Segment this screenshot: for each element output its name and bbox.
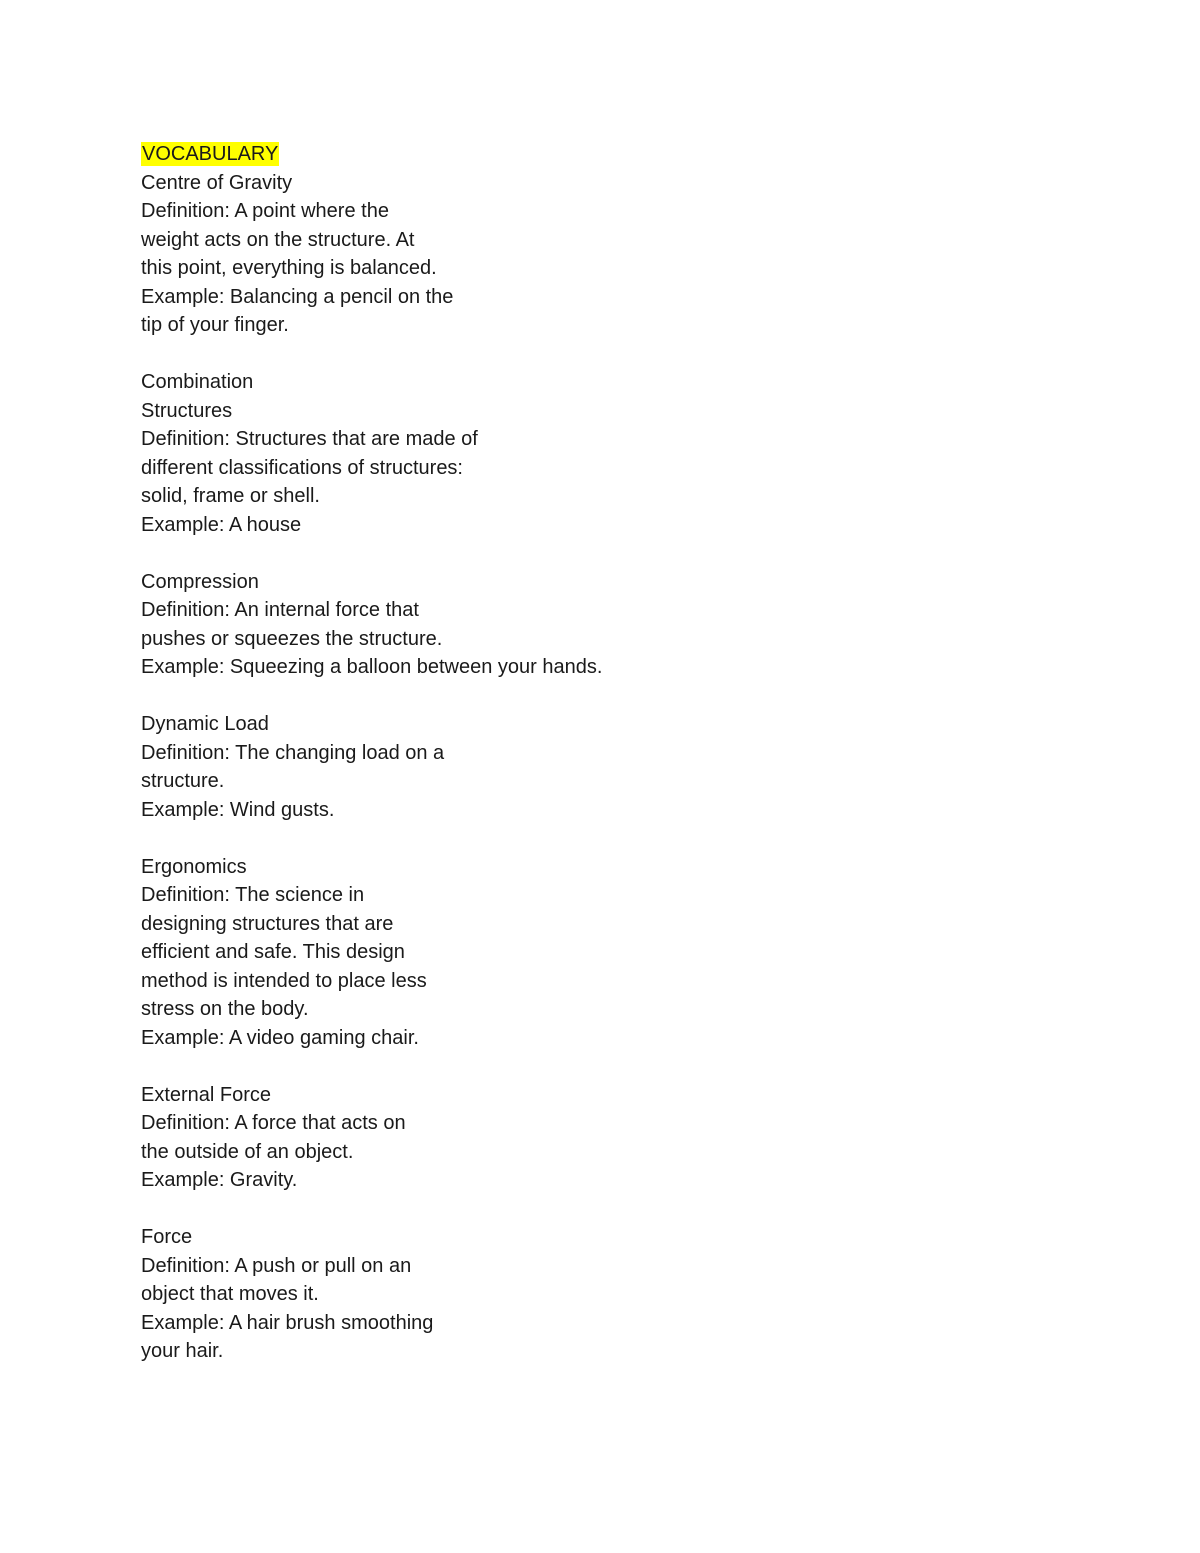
entry-text-line: Definition: A point where the bbox=[141, 200, 389, 222]
entry-text-line: Definition: A push or pull on an bbox=[141, 1254, 412, 1277]
entry-text-line: Example: A video gaming chair. bbox=[141, 1026, 419, 1049]
vocabulary-list bbox=[141, 169, 1041, 1366]
vocabulary-entry bbox=[141, 1081, 1041, 1195]
vocabulary-entry bbox=[141, 1223, 1041, 1366]
entry-text-line: different classifications of structures: bbox=[141, 456, 463, 479]
entry-text-line: Example: Wind gusts. bbox=[141, 798, 335, 821]
entry-term: Combination bbox=[141, 371, 254, 393]
entry-text-line: Structures bbox=[141, 399, 233, 422]
entry-term: Ergonomics bbox=[141, 855, 247, 878]
vocabulary-entry bbox=[141, 368, 1041, 539]
entry-term: Dynamic Load bbox=[141, 713, 269, 735]
entry-text-line: stress on the body. bbox=[141, 998, 309, 1020]
entry-text-line: method is intended to place less bbox=[141, 969, 427, 992]
entry-text-line: solid, frame or shell. bbox=[141, 485, 320, 507]
entry-text-line: Definition: The changing load on a bbox=[141, 741, 445, 764]
document-heading: VOCABULARY bbox=[142, 143, 279, 165]
entry-spacer bbox=[141, 1052, 1041, 1081]
entry-spacer bbox=[141, 1195, 1041, 1224]
entry-text-line: efficient and safe. This design bbox=[141, 941, 405, 963]
entry-text-line: structure. bbox=[141, 770, 225, 792]
entry-text-line: object that moves it. bbox=[141, 1283, 319, 1305]
vocabulary-entry bbox=[141, 169, 1041, 340]
entry-text-line: Example: Balancing a pencil on the bbox=[141, 285, 454, 308]
entry-text-line: Example: Gravity. bbox=[141, 1169, 298, 1191]
entry-term: Centre of Gravity bbox=[141, 171, 293, 194]
entry-text-line: Definition: The science in bbox=[141, 884, 365, 906]
entry-text-line: Example: A house bbox=[141, 513, 302, 536]
vocabulary-entry bbox=[141, 568, 1041, 682]
entry-term: Force bbox=[141, 1226, 193, 1248]
document-body bbox=[141, 140, 1041, 1366]
vocabulary-entry bbox=[141, 853, 1041, 1053]
vocabulary-entry bbox=[141, 710, 1041, 824]
entry-text-line: designing structures that are bbox=[141, 912, 394, 935]
entry-text-line: the outside of an object. bbox=[141, 1140, 354, 1163]
heading-line bbox=[141, 140, 1041, 169]
entry-text-line: Definition: Structures that are made of bbox=[141, 428, 478, 450]
entry-text-line: Definition: A force that acts on bbox=[141, 1112, 406, 1134]
entry-text-line: weight acts on the structure. At bbox=[141, 228, 415, 251]
entry-text-line: Example: A hair brush smoothing bbox=[141, 1311, 434, 1334]
entry-text-line: this point, everything is balanced. bbox=[141, 257, 437, 279]
entry-spacer bbox=[141, 340, 1041, 369]
entry-term: External Force bbox=[141, 1083, 272, 1106]
entry-spacer bbox=[141, 682, 1041, 711]
entry-spacer bbox=[141, 539, 1041, 568]
entry-text-line: tip of your finger. bbox=[141, 314, 289, 336]
entry-text-line: Definition: An internal force that bbox=[141, 599, 419, 621]
entry-term: Compression bbox=[141, 570, 259, 593]
entry-text-line: pushes or squeezes the structure. bbox=[141, 627, 443, 650]
entry-text-line: Example: Squeezing a balloon between your hands. bbox=[141, 656, 603, 678]
entry-spacer bbox=[141, 824, 1041, 853]
entry-text-line: your hair. bbox=[141, 1340, 224, 1362]
